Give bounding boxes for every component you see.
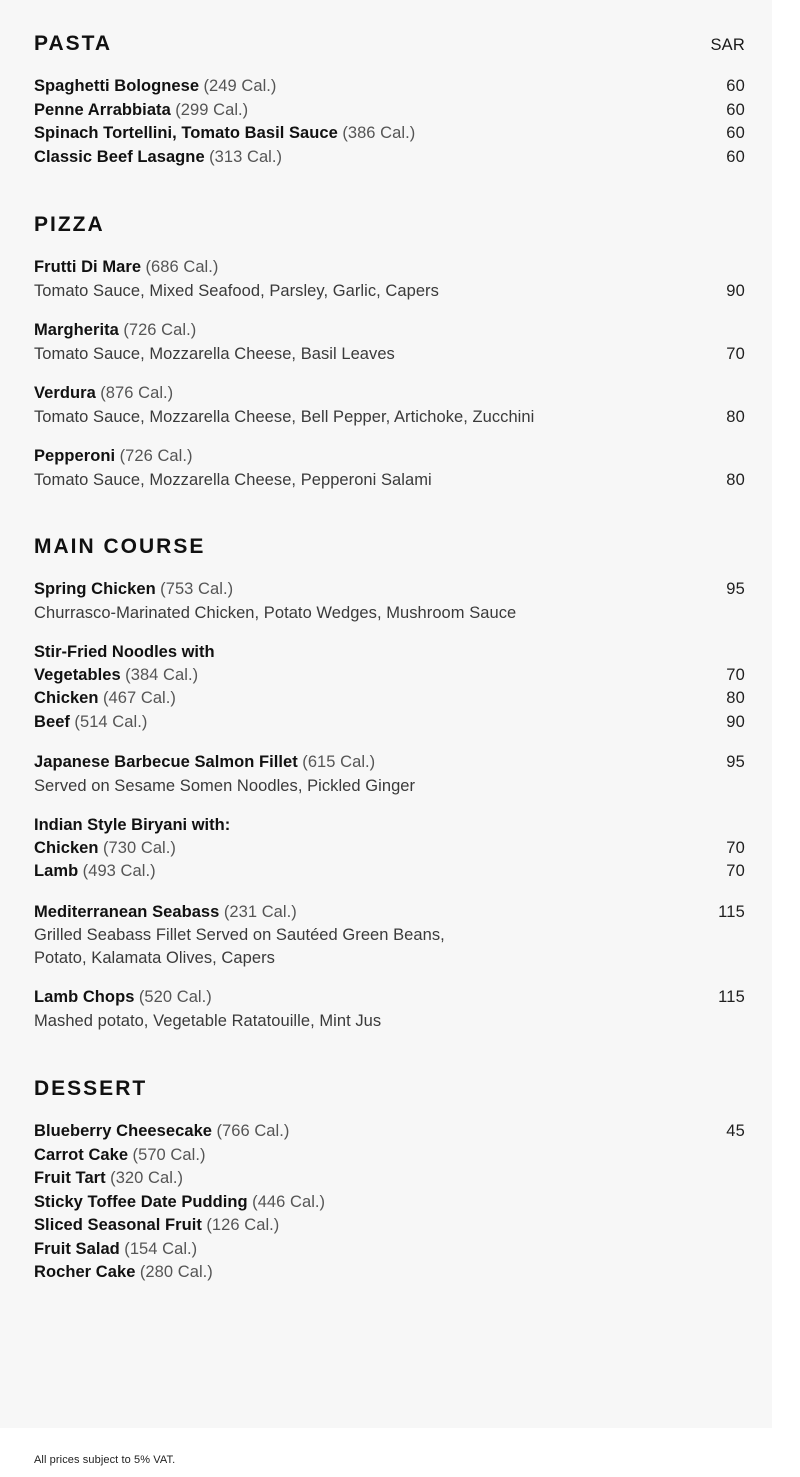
- item-name: Rocher Cake: [34, 1263, 136, 1281]
- item-calories: (126 Cal.): [206, 1216, 280, 1234]
- item-calories: (753 Cal.): [160, 580, 234, 598]
- item-name: Verdura: [34, 384, 96, 402]
- item-name: Blueberry Cheesecake: [34, 1122, 213, 1140]
- menu-item[interactable]: [34, 382, 745, 428]
- section-header-pizza: [34, 214, 745, 235]
- section-title: DESSERT: [34, 1077, 148, 1100]
- item-name: Carrot Cake: [34, 1145, 129, 1164]
- menu-item[interactable]: [34, 1167, 745, 1191]
- item-name: Mediterranean Seabass: [34, 902, 220, 921]
- item-name: Penne Arrabbiata: [34, 100, 171, 119]
- item-calories: (520 Cal.): [138, 988, 212, 1006]
- menu-item[interactable]: [34, 1214, 745, 1238]
- item-price: 60: [726, 147, 745, 166]
- item-calories: (493 Cal.): [82, 862, 156, 880]
- item-price: 90: [726, 712, 745, 731]
- item-name: Spinach Tortellini, Tomato Basil Sauce: [34, 124, 338, 142]
- item-description: Mashed potato, Vegetable Ratatouille, Mint Jus: [34, 1011, 382, 1030]
- item-calories: (384 Cal.): [125, 665, 199, 684]
- menu-item[interactable]: [34, 1120, 745, 1144]
- item-name: Vegetables: [34, 665, 121, 684]
- menu-item[interactable]: [34, 1238, 745, 1262]
- item-name: Chicken: [34, 689, 99, 707]
- item-price: 45: [726, 1122, 745, 1140]
- menu-item[interactable]: [34, 75, 745, 99]
- section-header-main-course: [34, 536, 745, 557]
- section-pizza: [34, 169, 745, 491]
- item-name: Spring Chicken: [34, 580, 156, 598]
- menu-item[interactable]: [34, 1191, 745, 1215]
- item-price: 80: [726, 407, 745, 426]
- section-pasta: [34, 0, 745, 169]
- item-price: 80: [726, 689, 745, 707]
- menu-item[interactable]: [34, 256, 745, 302]
- item-calories: (299 Cal.): [175, 100, 249, 119]
- item-price: 70: [726, 862, 745, 880]
- menu-item[interactable]: [34, 751, 745, 797]
- item-calories: (766 Cal.): [216, 1122, 290, 1140]
- item-calories: (249 Cal.): [203, 77, 277, 95]
- item-price: 80: [726, 470, 745, 489]
- menu-item[interactable]: [34, 445, 745, 491]
- item-price: 70: [726, 665, 745, 684]
- menu-item[interactable]: [34, 319, 745, 365]
- item-calories: (231 Cal.): [223, 902, 297, 921]
- item-name: Classic Beef Lasagne: [34, 147, 205, 166]
- item-calories: (570 Cal.): [132, 1145, 206, 1164]
- item-name: Sticky Toffee Date Pudding: [34, 1192, 248, 1211]
- section-title: PASTA: [34, 32, 113, 55]
- item-name: Lamb: [34, 862, 79, 880]
- item-name: Beef: [34, 712, 70, 731]
- item-price: 70: [726, 838, 745, 857]
- section-header-dessert: [34, 1078, 745, 1099]
- menu-item[interactable]: [34, 122, 745, 146]
- section-dessert: [34, 1032, 745, 1285]
- item-description: Tomato Sauce, Mozzarella Cheese, Basil Leaves: [34, 344, 395, 363]
- item-name: Fruit Salad: [34, 1239, 120, 1258]
- menu-item-group[interactable]: [34, 814, 745, 884]
- item-calories: (876 Cal.): [100, 384, 174, 402]
- section-title: PIZZA: [34, 213, 105, 236]
- item-description: Tomato Sauce, Mixed Seafood, Parsley, Garlic, Capers: [34, 281, 439, 300]
- menu-item-list-dessert: [34, 1099, 745, 1285]
- item-price: 60: [726, 100, 745, 119]
- item-name: Fruit Tart: [34, 1169, 106, 1187]
- item-description: Churrasco-Marinated Chicken, Potato Wedges, Mushroom Sauce: [34, 603, 517, 622]
- item-calories: (514 Cal.): [74, 712, 148, 731]
- item-group-header: Stir-Fried Noodles with: [34, 643, 215, 661]
- menu-item[interactable]: [34, 986, 745, 1032]
- section-title: MAIN COURSE: [34, 535, 206, 558]
- item-name: Lamb Chops: [34, 988, 135, 1006]
- item-description: Served on Sesame Somen Noodles, Pickled Ginger: [34, 776, 416, 795]
- item-price: 95: [726, 753, 745, 771]
- item-name: Spaghetti Bolognese: [34, 77, 200, 95]
- section-main-course: [34, 491, 745, 1032]
- vat-notice: All prices subject to 5% VAT.: [34, 1454, 176, 1466]
- item-calories: (726 Cal.): [119, 447, 193, 465]
- item-name: Chicken: [34, 838, 99, 857]
- item-price: 90: [726, 281, 745, 300]
- menu-item[interactable]: [34, 99, 745, 123]
- menu-item[interactable]: [34, 578, 745, 624]
- menu-item-list-main-course: [34, 557, 745, 1032]
- item-calories: (467 Cal.): [103, 689, 176, 707]
- item-calories: (313 Cal.): [209, 147, 283, 166]
- item-price: 60: [726, 124, 745, 142]
- menu-item-list-pizza: [34, 235, 745, 491]
- item-calories: (386 Cal.): [342, 124, 416, 142]
- item-description-line2: Potato, Kalamata Olives, Capers: [34, 948, 275, 967]
- currency-label: SAR: [710, 36, 745, 54]
- item-price: 95: [726, 580, 745, 598]
- menu-item-list-pasta: [34, 54, 745, 169]
- item-calories: (686 Cal.): [145, 258, 219, 276]
- item-price: 115: [718, 902, 745, 921]
- item-description: Tomato Sauce, Mozzarella Cheese, Bell Pepper, Artichoke, Zucchini: [34, 407, 535, 426]
- item-name: Margherita: [34, 321, 119, 339]
- item-calories: (726 Cal.): [123, 321, 197, 339]
- item-calories: (320 Cal.): [110, 1169, 184, 1187]
- item-calories: (154 Cal.): [124, 1239, 198, 1258]
- item-group-header: Indian Style Biryani with:: [34, 816, 231, 834]
- item-calories: (615 Cal.): [302, 753, 376, 771]
- item-name: Japanese Barbecue Salmon Fillet: [34, 753, 298, 771]
- item-name: Pepperoni: [34, 447, 116, 465]
- item-calories: (446 Cal.): [252, 1192, 326, 1211]
- item-name: Sliced Seasonal Fruit: [34, 1216, 202, 1234]
- section-header-pasta: [34, 33, 745, 54]
- menu-item[interactable]: [34, 1144, 745, 1168]
- item-price: 70: [726, 344, 745, 363]
- menu-item[interactable]: [34, 1261, 745, 1285]
- item-calories: (280 Cal.): [139, 1263, 213, 1281]
- menu-item[interactable]: [34, 146, 745, 170]
- item-description: Grilled Seabass Fillet Served on Sautéed Green Beans,: [34, 926, 445, 944]
- item-description: Tomato Sauce, Mozzarella Cheese, Pepperoni Salami: [34, 470, 432, 489]
- menu-item-group[interactable]: [34, 641, 745, 734]
- item-name: Frutti Di Mare: [34, 258, 142, 276]
- item-price: 60: [726, 77, 745, 95]
- item-calories: (730 Cal.): [103, 838, 176, 857]
- item-price: 115: [718, 988, 745, 1006]
- menu-item[interactable]: [34, 901, 745, 970]
